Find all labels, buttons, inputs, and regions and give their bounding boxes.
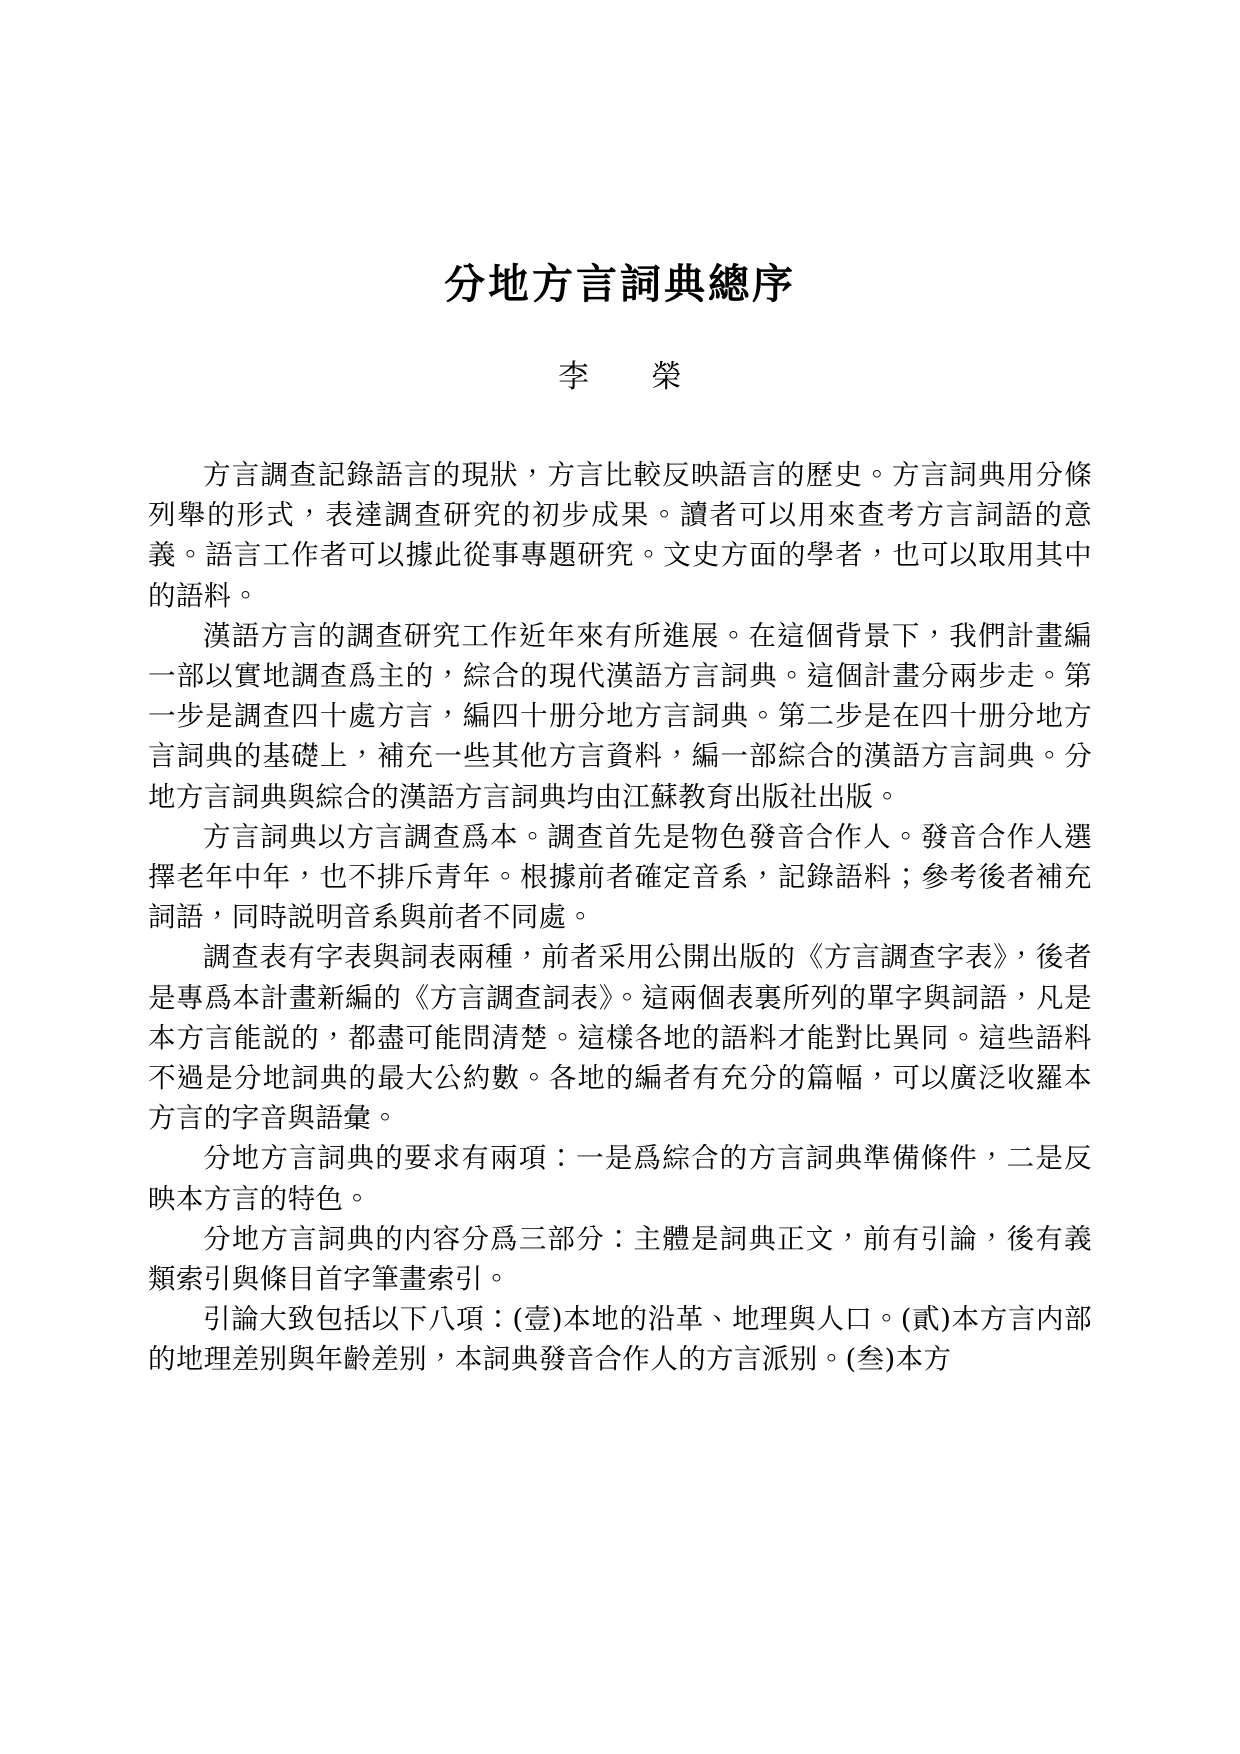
paragraph: 調查表有字表與詞表兩種，前者采用公開出版的《方言調查字表》，後者是專爲本計畫新編的《方言調查詞表》。這兩個表裏所列的單字與詞語，凡是本方言能説的，都盡可能問清楚。這樣各地的語料才能對比異同。這些語料不過是分地詞典的最大公約數。各地的編者有充分的篇幅，可以廣泛收羅本方言的字音與語彙。 <box>148 941 1092 1135</box>
page-title: 分地方言詞典總序 <box>444 260 796 309</box>
paragraph: 引論大致包括以下八項：(壹)本地的沿革、地理與人口。(貳)本方言内部的地理差别與年齡差别，本詞典發音合作人的方言派别。(叁)本方 <box>148 1303 1092 1376</box>
paragraph: 方言調查記錄語言的現狀，方言比較反映語言的歷史。方言詞典用分條列舉的形式，表達調查研究的初步成果。讀者可以用來查考方言詞語的意義。語言工作者可以據此從事專題研究。文史方面的學者，也可以取用其中的語料。 <box>148 459 1092 612</box>
author-name: 李 榮 <box>558 359 708 395</box>
paragraph: 分地方言詞典的内容分爲三部分：主體是詞典正文，前有引論，後有義類索引與條目首字筆畫索引。 <box>148 1222 1092 1296</box>
paragraph: 方言詞典以方言調查爲本。調查首先是物色發音合作人。發音合作人選擇老年中年，也不排斥青年。根據前者確定音系，記錄語料；參考後者補充詞語，同時説明音系與前者不同處。 <box>148 820 1092 934</box>
paragraph: 分地方言詞典的要求有兩項：一是爲綜合的方言詞典準備條件，二是反映本方言的特色。 <box>148 1142 1092 1215</box>
paragraph: 漢語方言的調查研究工作近年來有所進展。在這個背景下，我們計畫編一部以實地調查爲主的，綜合的現代漢語方言詞典。這個計畫分兩步走。第一步是調查四十處方言，編四十册分地方言詞典。第二步是在四十册分地方言詞典的基礎上，補充一些其他方言資料，編一部綜合的漢語方言詞典。分地方言詞典與綜合的漢語方言詞典均由江蘇教育出版社出版。 <box>148 619 1092 813</box>
body-text <box>148 455 1092 1380</box>
